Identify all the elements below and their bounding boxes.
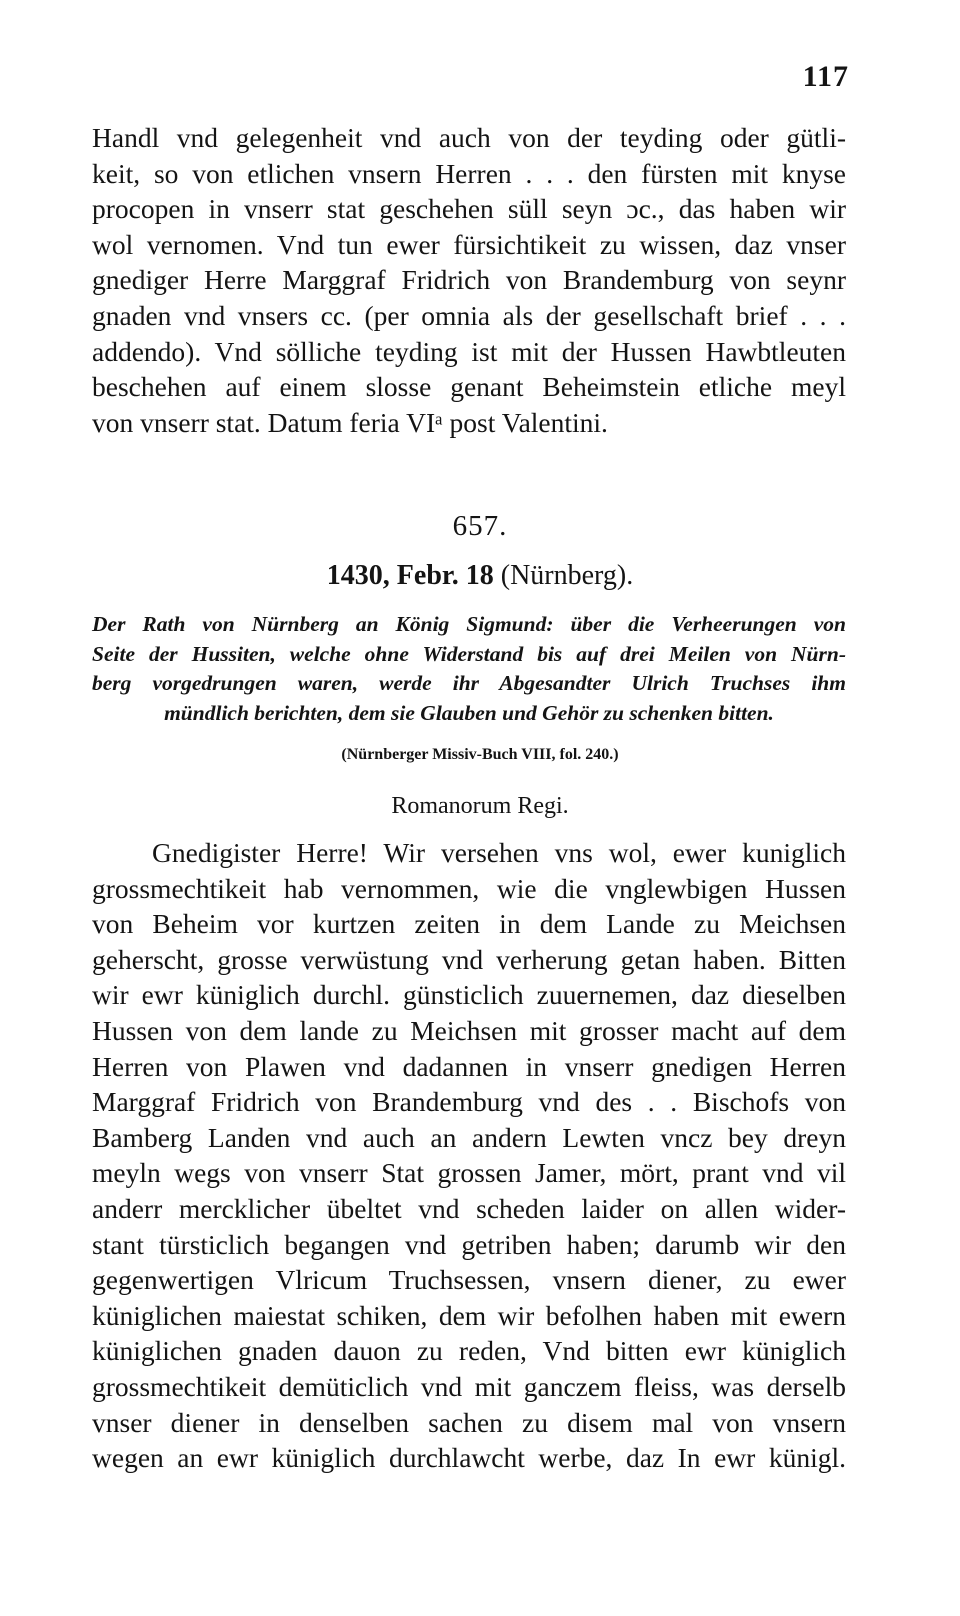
text-line: küniglichen maiestat schiken, dem wir befolhen haben mit ewern [92, 1299, 846, 1331]
text-line: von vnserr stat. Datum feria VIᵃ post Valentini. [92, 406, 608, 438]
page-number: 117 [802, 60, 849, 93]
text-line: Handl vnd gelegenheit vnd auch von der teyding oder gütli- [92, 122, 846, 153]
previous-letter-continuation [92, 120, 846, 440]
letter-body [92, 835, 846, 1476]
text-line: vnser diener in denselben sachen zu disem mal von vnsern [92, 1406, 846, 1438]
text-line: addendo). Vnd sölliche teyding ist mit der Hussen Hawbtleuten [92, 335, 846, 367]
text-line: wol vernomen. Vnd tun ewer fürsichtikeit zu wissen, daz vnser [92, 228, 846, 260]
summary-line: berg vorgedrungen waren, werde ihr Abgesandter Ulrich Truchses ihm [92, 671, 846, 695]
text-line: gnaden vnd vnsers cc. (per omnia als der gesellschaft brief . . . [92, 299, 846, 331]
text-line: gegenwertigen Vlricum Truchsessen, vnsern diener, zu ewer [92, 1264, 846, 1296]
text-line: meyln wegs von vnserr Stat grossen Jamer, mört, prant vnd vil [92, 1157, 846, 1189]
text-line: grossmechtikeit demüticlich vnd mit ganczem fleiss, was derselb [92, 1370, 846, 1402]
text-line: wegen an ewr küniglich durchlawcht werbe, daz In ewr künigl. [92, 1442, 846, 1474]
source-citation: (Nürnberger Missiv-Buch VIII, fol. 240.) [341, 746, 619, 763]
text-line: keit, so von etlichen vnsern Herren . . . den fürsten mit knyse [92, 157, 846, 189]
summary-line: Seite der Hussiten, welche ohne Widerstand bis auf drei Meilen von Nürn- [92, 641, 846, 666]
text-line: gnediger Herre Marggraf Fridrich von Brandemburg von seynr [92, 264, 846, 296]
text-line: Marggraf Fridrich von Brandemburg vnd des . . Bischofs von [92, 1086, 846, 1118]
text-line: von Beheim vor kurtzen zeiten in dem Lande zu Meichsen [92, 908, 846, 940]
letter-address: Romanorum Regi. [391, 793, 569, 819]
text-line: wir ewr küniglich durchl. günsticlich zuuernemen, daz dieselben [92, 979, 846, 1011]
document-number: 657. [452, 510, 508, 542]
document-summary [92, 610, 846, 728]
document-date-heading [0, 560, 960, 592]
text-line: stant türsticlich begangen vnd getriben haben; darumb wir den [92, 1228, 846, 1260]
text-line: procopen in vnserr stat geschehen süll seyn ɔc., das haben wir [92, 193, 846, 225]
text-line: Bamberg Landen vnd auch an andern Lewten vncz bey dreyn [92, 1121, 846, 1153]
text-line: Hussen von dem lande zu Meichsen mit grosser macht auf dem [92, 1014, 846, 1046]
text-line: Gnedigister Herre! Wir versehen vns wol, ewer kuniglich [152, 837, 846, 868]
text-line: geherscht, grosse verwüstung vnd verherung getan haben. Bitten [92, 943, 846, 975]
document-place: (Nürnberg). [500, 560, 634, 591]
text-line: anderr mercklicher übeltet vnd scheden laider on allen wider- [92, 1192, 846, 1224]
summary-line: mündlich berichten, dem sie Glauben und Gehör zu schenken bitten. [164, 700, 774, 725]
document-date: 1430, Febr. 18 [326, 560, 494, 591]
text-line: küniglichen gnaden dauon zu reden, Vnd bitten ewr küniglich [92, 1335, 846, 1367]
text-line: beschehen auf einem slosse genant Beheimstein etliche meyl [92, 371, 846, 403]
summary-line: Der Rath von Nürnberg an König Sigmund: über die Verheerungen von [92, 612, 846, 636]
text-line: grossmechtikeit hab vernommen, wie die vnglewbigen Hussen [92, 872, 846, 904]
text-line: Herren von Plawen vnd dadannen in vnserr gnedigen Herren [92, 1050, 846, 1082]
